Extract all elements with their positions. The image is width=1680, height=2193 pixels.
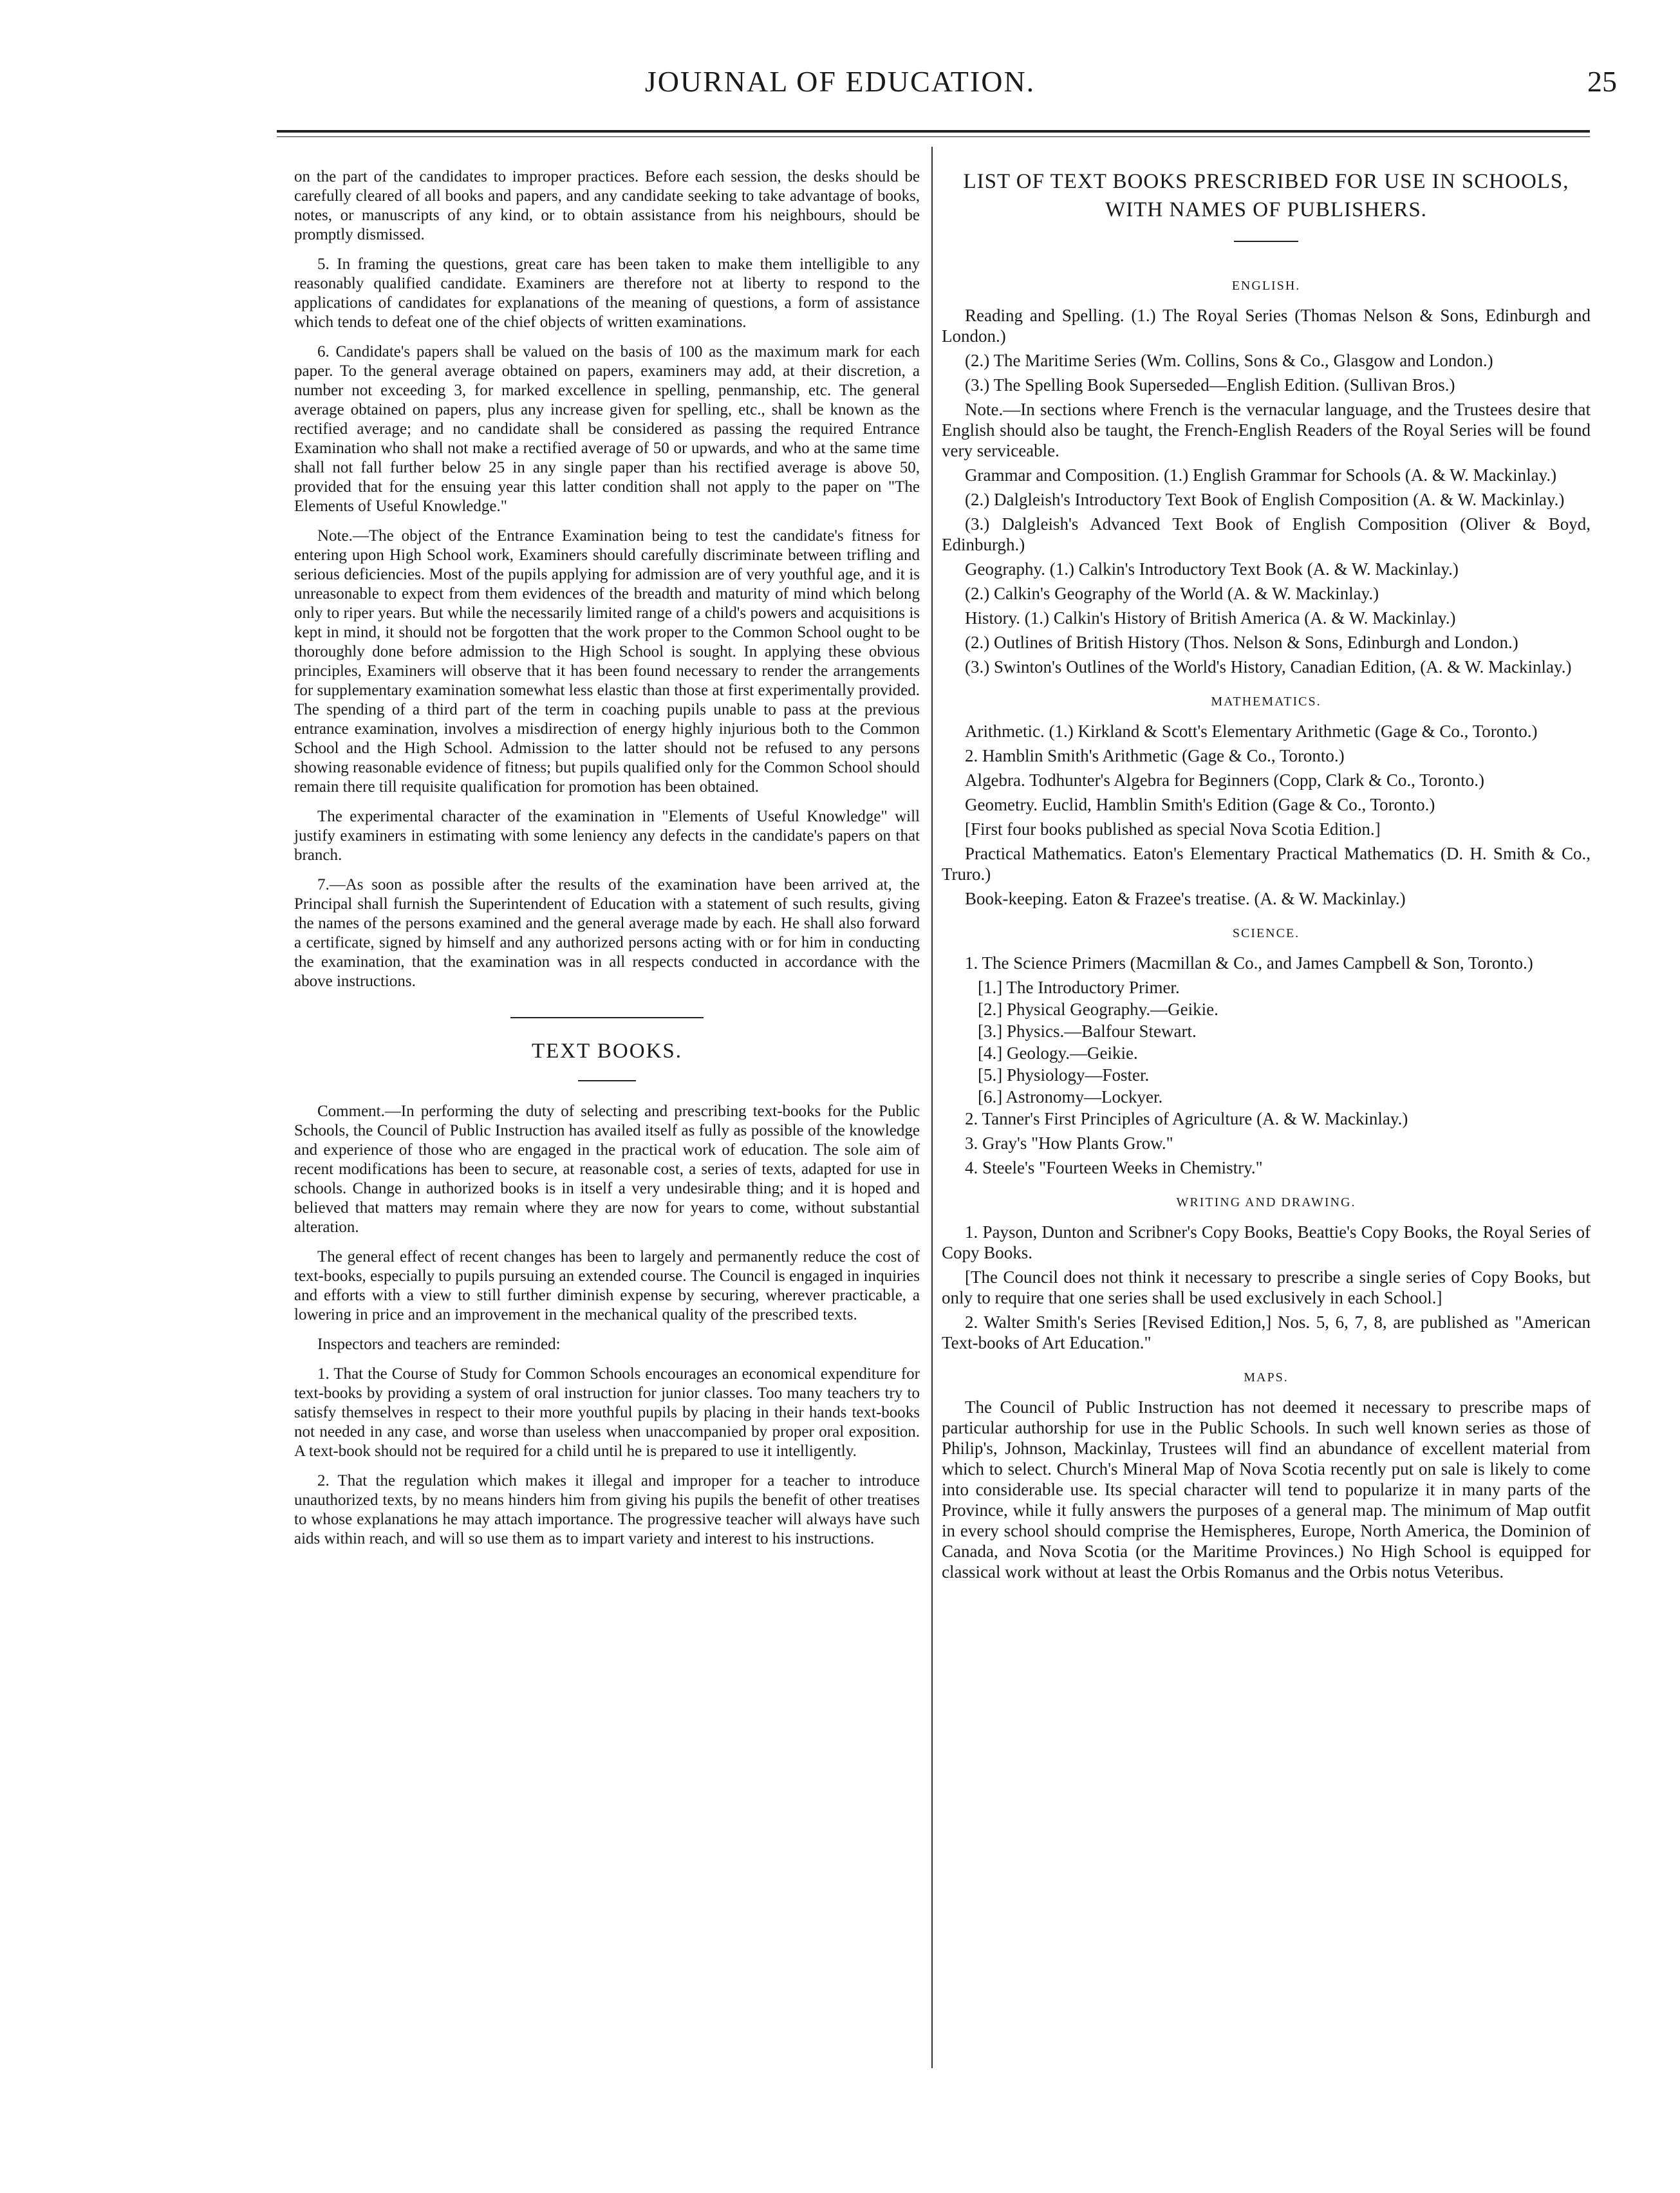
page-header [0,58,1680,109]
column-divider [931,147,933,2068]
list-entry: [First four books published as special Nova Scotia Edition.] [965,819,1381,839]
paragraph: 2. That the regulation which makes it illegal and improper for a teacher to introduce unauthorized texts, by no means hinders him from giving his pupils the benefit of other treatises to whose explanations he may attach importance. The progressive teacher will always have such aids within reach, and will so use them as to impart variety and interest to his instructions. [294,1472,920,1547]
left-column [294,167,920,1559]
list-entry: 2. Hamblin Smith's Arithmetic (Gage & Co., Toronto.) [965,746,1345,765]
list-entry: 1. Payson, Dunton and Scribner's Copy Books, Beattie's Copy Books, the Royal Series of Copy Books. [942,1222,1591,1262]
list-entry: Arithmetic. (1.) Kirkland & Scott's Elementary Arithmetic (Gage & Co., Toronto.) [965,722,1538,741]
list-entry: (3.) Swinton's Outlines of the World's History, Canadian Edition, (A. & W. Mackinlay.) [965,657,1572,677]
science-primer-item: [6.] Astronomy—Lockyer. [978,1087,1163,1106]
section-heading-maps: MAPS. [1244,1370,1289,1385]
right-column [942,167,1591,1592]
note-paragraph: Note.—The object of the Entrance Examination being to test the candidate's fitness for entering upon High School work, Examiners should carefully discriminate between trifling and serious deficiencies. Most of the pupils applying for admission are of very youthful age, and it is unreasonable to expect from them evidences of the breadth and maturity of mind which belong only to riper years. But while the necessarily limited range of a child's powers and acquisitions is kept in mind, it should not be forgotten that the work proper to the Common School ought to be thoroughly done before admission to the High School is sought. In applying these obvious principles, Examiners will observe that it has been found necessary to render the arrangements for supplementary examination somewhat less elastic than those at first experimentally provided. The spending of a third part of the term in coaching pupils unable to pass at the previous entrance examination, involves a misdirection of energy highly injurious both to the Common School and the High School. Admission to the latter should not be refused to any persons showing reasonable evidence of fitness; but pupils qualified only for the Common School should remain there till requisite qualification for promotion has been obtained. [294,527,920,796]
maps-paragraph: The Council of Public Instruction has not deemed it necessary to prescribe maps of particular authorship for use in the Public Schools. In such well known series as those of Philip's, Johnson, Mackinlay, Trustees will find an abundance of excellent material from which to select. Church's Mineral Map of Nova Scotia recently put on sale is likely to come into considerable use. Its special character will tend to popularize it in many parts of the Province, while it fully answers the purposes of a general map. The minimum of Map outfit in every school should comprise the Hemispheres, Europe, North America, the Dominion of Canada, and Nova Scotia (or the Maritime Provinces.) No High School is equipped for classical work without at least the Orbis Romanus and the Orbis notus Veteribus. [942,1397,1591,1582]
list-entry: 4. Steele's "Fourteen Weeks in Chemistry." [965,1158,1263,1177]
list-entry: 3. Gray's "How Plants Grow." [965,1134,1173,1153]
heading-underline [578,1080,636,1081]
list-entry: 2. Tanner's First Principles of Agriculture (A. & W. Mackinlay.) [965,1109,1408,1128]
section-divider [510,1017,704,1018]
list-entry: (2.) Outlines of British History (Thos. Nelson & Sons, Edinburgh and London.) [965,633,1518,652]
paragraph: 1. That the Course of Study for Common Schools encourages an economical expenditure for text-books by providing a system of oral instruction for junior classes. Too many teachers try to satisfy themselves in respect to their more youthful pupils by placing in their hands text-books not needed in any case, and worse than useless when unaccompanied by proper oral exposition. A text-book should not be required for a child until he is prepared to use it intelligently. [294,1365,920,1460]
paragraph: on the part of the candidates to improper practices. Before each session, the desks should be carefully cleared of all books and papers, and any candidate seeking to take advantage of books, notes, or manuscripts of any kind, or to obtain assistance from his neighbours, should be promptly dismissed. [294,168,920,243]
paragraph: The experimental character of the examination in "Elements of Useful Knowledge" will justify examiners in estimating with some leniency any defects in the candidate's papers on that branch. [294,808,920,864]
paragraph: 7.—As soon as possible after the results of the examination have been arrived at, the Principal shall furnish the Superintendent of Education with a statement of such results, giving the names of the persons examined and the general average made by each. He shall also forward a certificate, signed by himself and any authorized persons acting with or for him in conducting the examination, that the examination was in all respects conducted in accordance with the above instructions. [294,876,920,990]
list-entry: Practical Mathematics. Eaton's Elementary Practical Mathematics (D. H. Smith & Co., Truro.) [942,844,1591,884]
list-entry: [The Council does not think it necessary to prescribe a single series of Copy Books, but only to require that one series shall be used exclusively in each School.] [942,1267,1591,1307]
science-primer-item: [4.] Geology.—Geikie. [978,1043,1138,1063]
list-entry: (3.) The Spelling Book Superseded—English Edition. (Sullivan Bros.) [965,375,1455,395]
list-entry: Reading and Spelling. (1.) The Royal Series (Thomas Nelson & Sons, Edinburgh and London.) [942,306,1591,346]
list-entry: (2.) Dalgleish's Introductory Text Book of English Composition (A. & W. Mackinlay.) [965,490,1565,509]
list-entry: Book-keeping. Eaton & Frazee's treatise. (A. & W. Mackinlay.) [965,889,1406,908]
science-primer-item: [1.] The Introductory Primer. [978,978,1180,997]
list-entry: (3.) Dalgleish's Advanced Text Book of English Composition (Oliver & Boyd, Edinburgh.) [942,514,1591,554]
list-entry: Geometry. Euclid, Hamblin Smith's Edition (Gage & Co., Toronto.) [965,795,1435,814]
header-rule-thick [277,130,1590,133]
paragraph: The general effect of recent changes has been to largely and permanently reduce the cost of text-books, especially to pupils pursuing an extended course. The Council is engaged in inquiries and efforts with a view to still further diminish expense by securing, wherever practicable, a lowering in price and an improvement in the mechanical quality of the prescribed texts. [294,1248,920,1323]
list-title: LIST OF TEXT BOOKS PRESCRIBED FOR USE IN SCHOOLS, WITH NAMES OF PUBLISHERS. [963,170,1569,221]
list-entry: Geography. (1.) Calkin's Introductory Text Book (A. & W. Mackinlay.) [965,559,1459,579]
science-primer-item: [2.] Physical Geography.—Geikie. [978,1000,1218,1019]
section-heading-english: ENGLISH. [1231,279,1301,293]
journal-title: JOURNAL OF EDUCATION. [644,65,1036,98]
title-underline [1234,241,1298,242]
science-primer-item: [5.] Physiology—Foster. [978,1065,1150,1085]
list-entry: Algebra. Todhunter's Algebra for Beginners (Copp, Clark & Co., Toronto.) [965,770,1484,790]
section-heading-mathematics: MATHEMATICS. [1211,695,1321,709]
list-entry: History. (1.) Calkin's History of British America (A. & W. Mackinlay.) [965,608,1456,628]
paragraph: 5. In framing the questions, great care has been taken to make them intelligible to any reasonably qualified candidate. Examiners are therefore not at liberty to respond to the applications of candidates for explanations of the meaning of questions, a form of assistance which tends to defeat one of the chief objects of written examinations. [294,256,920,331]
section-heading-writing: WRITING AND DRAWING. [1176,1195,1356,1209]
science-primer-item: [3.] Physics.—Balfour Stewart. [978,1022,1197,1041]
comment-paragraph: Comment.—In performing the duty of selecting and prescribing text-books for the Public Schools, the Council of Public Instruction has availed itself as fully as possible of the knowledge and experience of those who are engaged in the practical work of education. The sole aim of recent modifications has been to secure, at reasonable cost, a series of texts, adapted for use in schools. Change in authorized books is in itself a very undesirable thing; and it is hoped and believed that matters may remain where they are now for years to come, without substantial alteration. [294,1103,920,1236]
list-entry: 2. Walter Smith's Series [Revised Edition,] Nos. 5, 6, 7, 8, are published as "American Text-books of Art Education." [942,1312,1591,1352]
list-entry: 1. The Science Primers (Macmillan & Co., and James Campbell & Son, Toronto.) [965,953,1533,973]
list-entry: (2.) The Maritime Series (Wm. Collins, Sons & Co., Glasgow and London.) [965,351,1493,370]
header-rule-thin [277,136,1590,137]
paragraph: Inspectors and teachers are reminded: [317,1336,561,1353]
paragraph: 6. Candidate's papers shall be valued on the basis of 100 as the maximum mark for each paper. To the general average obtained on papers, examiners may add, at their discretion, a number not exceeding 3, for marked excellence in spelling, penmanship, etc. The general average obtained on papers, plus any increase given for spelling, etc., shall be known as the rectified average; and no candidate shall be considered as passing the required Entrance Examination who shall not make a rectified average of 50 or upwards, and who at the same time shall not fall further below 25 in any single paper than his rectified average is above 50, provided that for the ensuing year this latter condition shall not apply to the paper on "The Elements of Useful Knowledge." [294,343,920,515]
note-entry: Note.—In sections where French is the vernacular language, and the Trustees desire that English should also be taught, the French-English Readers of the Royal Series will be found very serviceable. [942,400,1591,460]
list-entry: Grammar and Composition. (1.) English Grammar for Schools (A. & W. Mackinlay.) [965,465,1557,485]
list-entry: (2.) Calkin's Geography of the World (A. & W. Mackinlay.) [965,584,1379,603]
page-number: 25 [1587,65,1617,98]
text-books-heading: TEXT BOOKS. [531,1040,683,1063]
section-heading-science: SCIENCE. [1232,926,1300,940]
